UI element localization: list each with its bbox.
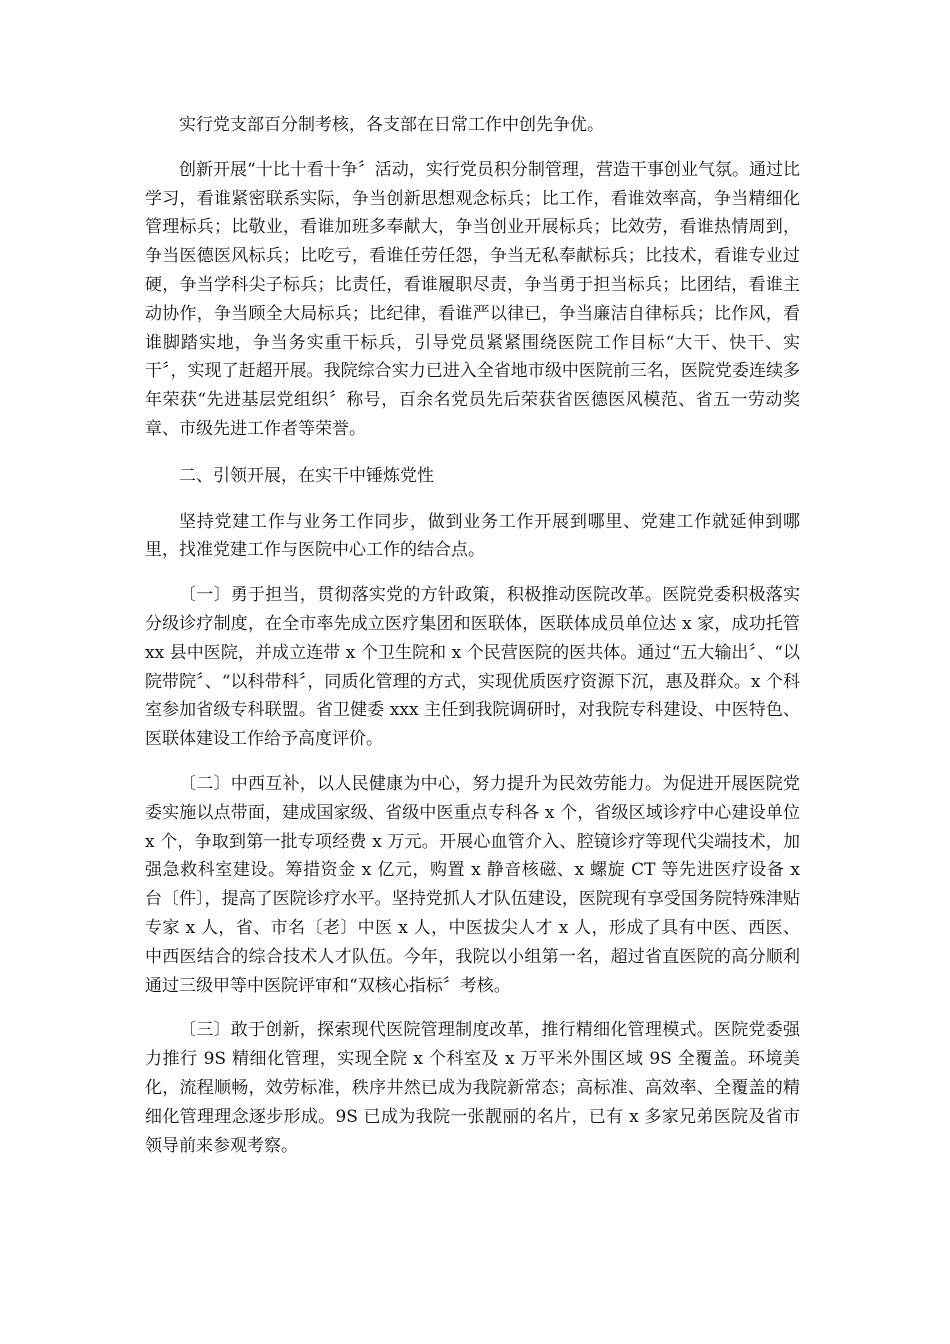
paragraph-item-three: 〔三〕敢于创新，探索现代医院管理制度改革，推行精细化管理模式。医院党委强力推行 9S 精细化管理，实现全院 x 个科室及 x 万平米外围区域 9S 全覆盖。环境美化，流程顺畅，效劳标准，秩序井然已成为我院新常态；高标准、高效率、全覆盖的精细化管理理念逐步形成。9S 已成为我院一张靓丽的名片，已有 x 多家兄弟医院及省市领导前来参观考察。 [145,1020,800,1156]
paragraph-ten-comparisons: 创新开展“十比十看十争〞活动，实行党员积分制管理，营造干事创业气氛。通过比学习，看谁紧密联系实际，争当创新思想观念标兵；比工作，看谁效率高，争当精细化管理标兵；比敬业，看谁加班多奉献大，争当创业开展标兵；比效劳，看谁热情周到，争当医德医风标兵；比吃亏，看谁任劳任怨，争当无私奉献标兵；比技术，看谁专业过硬，争当学科尖子标兵；比责任，看谁履职尽责，争当勇于担当标兵；比团结，看谁主动协作，争当顾全大局标兵；比纪律，看谁严以律已，争当廉洁自律标兵；比作风，看谁脚踏实地，争当务实重干标兵，引导党员紧紧围绕医院工作目标“大干、快干、实干〞，实现了赶超开展。我院综合实力已进入全省地市级中医院前三名，医院党委连续多年荣获“先进基层党组织〞称号，百余名党员先后荣获省医德医风模范、省五一劳动奖章、市级先进工作者等荣誉。 [145,159,800,439]
paragraph-item-two: 〔二〕中西互补，以人民健康为中心，努力提升为民效劳能力。为促进开展医院党委实施以点带面，建成国家级、省级中医重点专科各 x 个，省级区域诊疗中心建设单位 x 个，争取到第一批专项经费 x 万元。开展心血管介入、腔镜诊疗等现代尖端技术，加强急救科室建设。筹措资金 x 亿元，购置 x 静音核磁、x 螺旋 CT 等先进医疗设备 x 台〔件〕，提高了医院诊疗水平。坚持党抓人才队伍建设，医院现有享受国务院特殊津贴专家 x 人，省、市名〔老〕中医 x 人，中医拔尖人才 x 人，形成了具有中医、西医、中西医结合的综合技术人才队伍。今年，我院以小组第一名，超过省直医院的高分顺利通过三级甲等中医院评审和“双核心指标〞考核。 [145,773,800,996]
section-heading: 二、引领开展，在实干中锤炼党性 [179,465,434,486]
paragraph-scoring: 实行党支部百分制考核，各支部在日常工作中创先争优。 [179,115,604,135]
paragraph-item-one: 〔一〕勇于担当，贯彻落实党的方针政策，积极推动医院改革。医院党委积极落实分级诊疗制度，在全市率先成立医疗集团和医联体，医联体成员单位达 x 家，成功托管 xx 县中医院，并成立连带 x 个卫生院和 x 个民营医院的医共体。通过“五大输出〞、“以院带院〞、“以科带科〞，同质化管理的方式，实现优质医疗资源下沉，惠及群众。x 个科室参加省级专科联盟。省卫健委 xxx 主任到我院调研时，对我院专科建设、中医特色、医联体建设工作给予高度评价。 [145,585,800,750]
paragraph-sync-work: 坚持党建工作与业务工作同步，做到业务工作开展到哪里、党建工作就延伸到哪里，找准党建工作与医院中心工作的结合点。 [145,511,800,561]
